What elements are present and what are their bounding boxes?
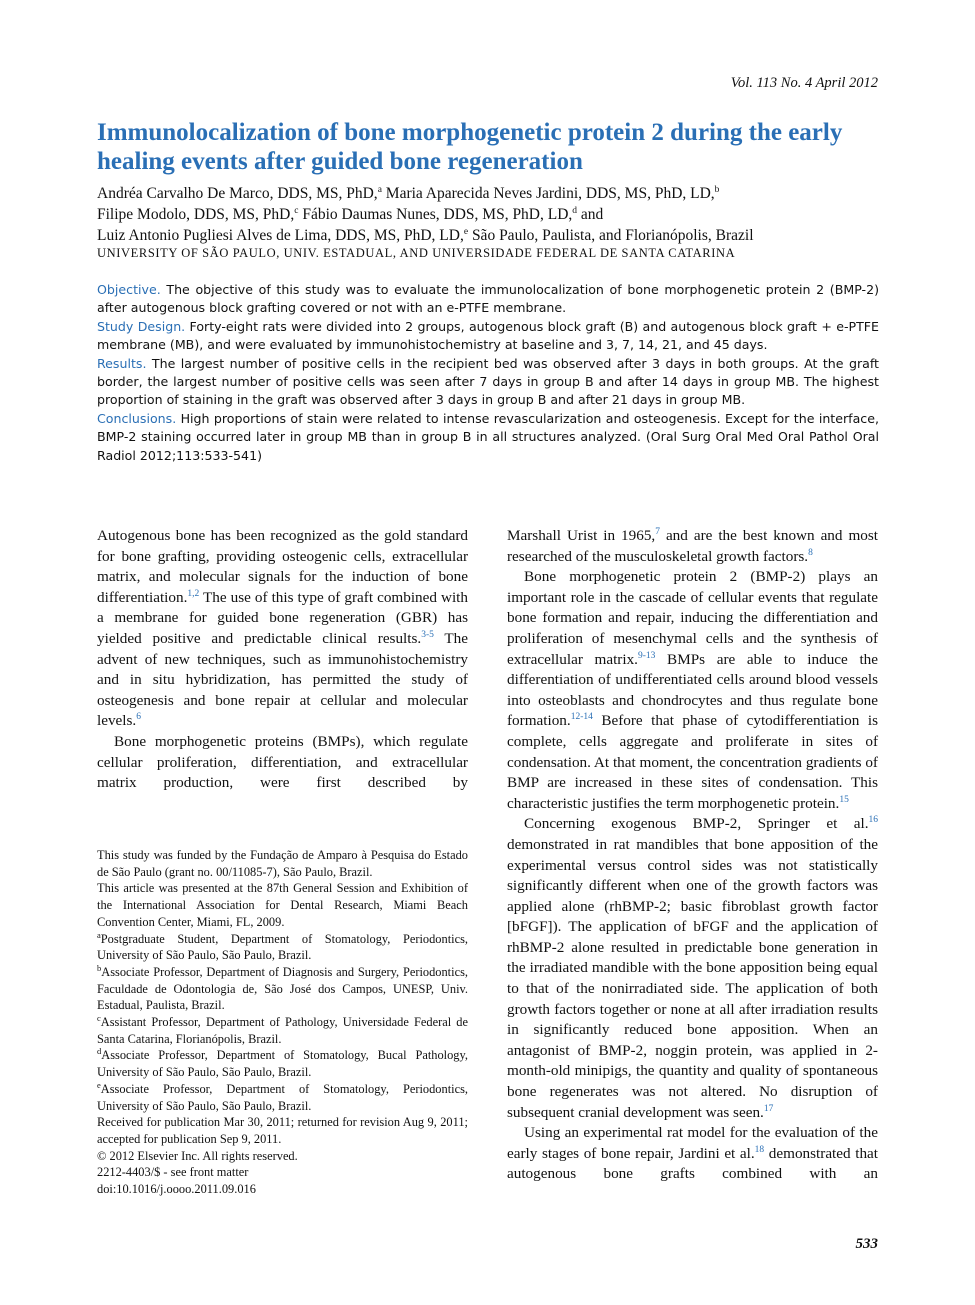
author-name: Luiz Antonio Pugliesi Alves de Lima, DDS, MS, PhD, LD,	[97, 227, 464, 244]
footnote	[97, 847, 468, 880]
footnote-text: Assistant Professor, Department of Pathology, Universidade Federal de Santa Catarina, Florianópolis, Brazil.	[97, 1015, 468, 1046]
abstract-text: The objective of this study was to evaluate the immunolocalization of bone morphogenetic protein 2 (BMP-2) after autogenous block grafting covered or not with an e-PTFE membrane.	[97, 282, 879, 316]
abstract-heading: Study Design.	[97, 318, 186, 334]
abstract-section	[97, 281, 879, 318]
abstract-section	[97, 355, 879, 410]
abstract-text: High proportions of stain were related to intense revascularization and osteogenesis. Except for the interface, BMP-2 staining occurred later in group MB than in group B in all structures analyzed. (Oral Surg Oral Med Oral Pathol Oral Radiol 2012;113:533-541)	[97, 410, 879, 463]
abstract-text: Forty-eight rats were divided into 2 groups, autogenous block graft (B) and autogenous block graft + e-PTFE membrane (MB), and were evaluated by immunohistochemistry at baseline and 3, 7, 14, 21, and 45 days.	[97, 318, 879, 353]
author-affiliation-mark: b	[714, 184, 720, 195]
author-affiliation-mark: c	[294, 205, 299, 216]
body-text: Before that phase of cytodifferentiation is complete, cells aggregate and proliferate in sites of condensation. At that moment, the concentration gradients of BMP are increased in these sites of condensation. This characteristic justifies the term morphogenetic protein.	[507, 712, 878, 812]
body-text: Autogenous bone has been recognized as the gold standard for bone grafting, providing osteogenic cells, extracellular matrix, and molecular signals for the induction of bone differentiation.	[97, 527, 468, 606]
citation-ref: 16	[868, 815, 878, 826]
footnote	[97, 1114, 468, 1147]
abstract-text: The largest number of positive cells in the recipient bed was observed after 3 days in both groups. At the graft border, the largest number of positive cells was seen after 7 days in group B and after 14 days in group MB. The highest proportion of staining in the graft was observed after 3 days in group B and after 21 days in group MB.	[97, 355, 879, 408]
footnote	[97, 931, 468, 964]
footnote	[97, 964, 468, 1014]
author-list	[97, 183, 887, 246]
citation-ref: 3-5	[421, 629, 434, 640]
citation-ref: 12-14	[570, 712, 593, 723]
footnote	[97, 1148, 468, 1165]
footnote-text: This study was funded by the Fundação de Amparo à Pesquisa do Estado de São Paulo (grant no. 00/11085-7), São Paulo, Brazil.	[97, 848, 468, 879]
affiliation-line: UNIVERSITY OF SÃO PAULO, UNIV. ESTADUAL, AND UNIVERSIDADE FEDERAL DE SANTA CATARINA	[97, 246, 736, 260]
footnote-text: doi:10.1016/j.oooo.2011.09.016	[97, 1182, 256, 1197]
body-text: demonstrated in rat mandibles that bone apposition of the experimental versus control sides was not statistically significantly different when one of the growth factors was applied alone (rhBMP-2; basic fibroblast growth factor [bFGF]). The application of bFGF and the application of rhBMP-2 alone resulted in predictable bone generation in the irradiated mandible with the bone apposition being equal to that of the nonirradiated side. The application of both growth factors together or none at all after irradiation results in significantly reduced bone apposition. When an antagonist of BMP-2, noggin protein, was applied in 2-month-old minipigs, the quantity and quality of spontaneous bone regenerates was not altered. No disruption of subsequent cranial development was seen.	[507, 835, 878, 1121]
citation-ref: 15	[839, 794, 849, 805]
footnote-text: This article was presented at the 87th General Session and Exhibition of the International Association for Dental Research, Miami Beach Convention Center, Miami, FL, 2009.	[97, 881, 468, 929]
abstract-section	[97, 318, 879, 355]
body-text: BMPs are able to induce the differentiation of undifferentiated cells around blood vessels into osteoblasts and chondrocytes and thus regulate bone formation.	[507, 650, 878, 730]
body-text: Bone morphogenetic proteins (BMPs), which regulate cellular proliferation, differentiation, and extracellular matrix production, were first described by	[97, 732, 468, 792]
body-text: Concerning exogenous BMP-2, Springer et al.	[524, 815, 869, 833]
footnote-text: Associate Professor, Department of Diagnosis and Surgery, Periodontics, Faculdade de Odontologia de, São José dos Campos, UNESP, Univ. Estadual, Paulista, Brazil.	[97, 964, 468, 1013]
footnote	[97, 1164, 468, 1181]
author-name: Andréa Carvalho De Marco, DDS, MS, PhD,	[97, 185, 378, 202]
citation-ref: 17	[763, 1103, 774, 1114]
author-affiliation-mark: a	[377, 184, 382, 195]
body-paragraph	[507, 1123, 878, 1185]
footnote-text: Associate Professor, Department of Stomatology, Periodontics, University of São Paulo, São Paulo, Brazil.	[97, 1081, 468, 1113]
citation-ref: 9-13	[637, 650, 656, 661]
abstract-heading: Objective.	[97, 282, 161, 297]
article-title: Immunolocalization of bone morphogenetic protein 2 during the early healing events after guided bone regeneration	[97, 119, 843, 175]
abstract	[97, 281, 879, 465]
body-text: and are the best known and most researched of the musculoskeletal growth factors.	[507, 527, 878, 565]
footnote-text: 2212-4403/$ - see front matter	[97, 1165, 249, 1180]
body-paragraph	[507, 567, 878, 814]
author-name: Filipe Modolo, DDS, MS, PhD,	[97, 206, 295, 223]
body-paragraph	[507, 526, 878, 567]
body-text: Bone morphogenetic protein 2 (BMP-2) plays an important role in the cascade of cellular events that regulate bone formation and repair, inducing the differentiation and proliferation of mesenchymal cells and the synthesis of extracellular matrix.	[507, 568, 878, 668]
footnote	[97, 1014, 468, 1047]
author-name: Fábio Daumas Nunes, DDS, MS, PhD, LD,	[302, 206, 573, 223]
page-number: 533	[855, 1236, 878, 1252]
citation-ref: 1,2	[187, 588, 200, 599]
author-affiliation-mark: d	[572, 205, 578, 216]
body-text: Marshall Urist in 1965,	[507, 527, 656, 544]
footnote-text: Associate Professor, Department of Stomatology, Bucal Pathology, University of São Paulo, São Paulo, Brazil.	[97, 1048, 468, 1080]
footnotes	[97, 847, 468, 1198]
body-text: demonstrated that autogenous bone grafts combined with an	[507, 1144, 879, 1183]
body-paragraph	[97, 526, 468, 732]
citation-ref: 6	[136, 712, 141, 723]
footnote-text: Postgraduate Student, Department of Stomatology, Periodontics, University of São Paulo, São Paulo, Brazil.	[97, 931, 468, 963]
footnote-mark: a	[97, 929, 101, 940]
citation-ref: 18	[754, 1144, 765, 1155]
journal-issue-header: Vol. 113 No. 4 April 2012	[730, 75, 878, 91]
body-text: Using an experimental rat model for the evaluation of the early stages of bone repair, Jardini et al.	[507, 1124, 878, 1162]
body-text: The use of this type of graft combined with a membrane for guided bone regeneration (GBR) has yielded positive and predictable clinical results.	[97, 588, 468, 647]
abstract-heading: Results.	[97, 355, 147, 371]
footnote-mark: c	[97, 1012, 101, 1023]
footnote-text: © 2012 Elsevier Inc. All rights reserved.	[97, 1148, 298, 1163]
body-paragraph	[97, 732, 468, 794]
abstract-heading: Conclusions.	[97, 410, 177, 426]
citation-ref: 8	[808, 547, 813, 558]
body-column-left	[97, 526, 468, 794]
body-text: The advent of new techniques, such as immunohistochemistry and in situ hybridization, has permitted the study of osteogenesis and bone repair at cellular and molecular levels.	[97, 629, 469, 730]
citation-ref: 7	[655, 526, 660, 537]
footnote	[97, 1081, 468, 1114]
body-column-right	[507, 526, 878, 1185]
author-affiliation-mark: e	[463, 226, 469, 237]
body-paragraph	[507, 814, 878, 1123]
footnote-mark: b	[97, 962, 102, 973]
abstract-section	[97, 410, 879, 465]
author-name: Maria Aparecida Neves Jardini, DDS, MS, PhD, LD,	[385, 185, 715, 202]
footnote-text: Received for publication Mar 30, 2011; returned for revision Aug 9, 2011; accepted for publication Sep 9, 2011.	[97, 1115, 468, 1146]
author-separator: São Paulo, Paulista, and Florianópolis, Brazil	[468, 227, 754, 244]
footnote	[97, 1047, 468, 1080]
footnote	[97, 880, 468, 930]
footnote-mark: d	[97, 1046, 102, 1057]
footnote-mark: e	[97, 1079, 101, 1090]
footnote	[97, 1181, 468, 1198]
author-separator: and	[577, 206, 604, 223]
